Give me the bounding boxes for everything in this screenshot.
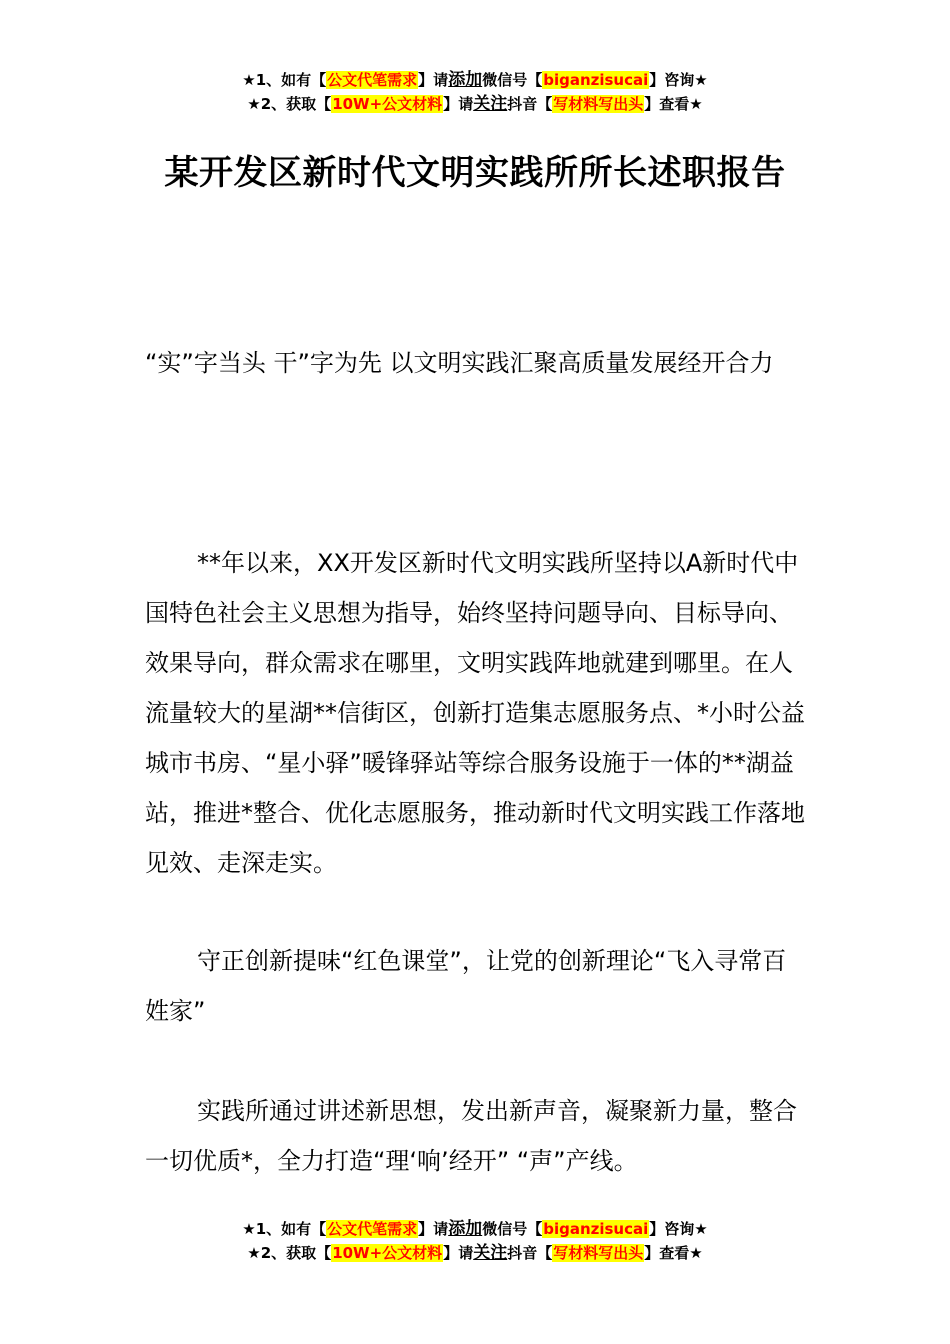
banner-highlight: 10W+公文材料 — [332, 95, 443, 113]
banner-text: ★2、获取【 — [247, 1244, 332, 1262]
banner-text: ★1、如有【 — [242, 1220, 327, 1238]
banner-highlight: 公文代笔需求 — [327, 1220, 418, 1238]
banner-line-1 — [0, 68, 950, 92]
banner-emphasis: 关注 — [473, 94, 508, 114]
banner-wechat-id: biganzisucai — [543, 71, 649, 89]
banner-text: ★1、如有【 — [242, 71, 327, 89]
banner-line-2 — [0, 92, 950, 116]
banner-highlight: 10W+公文材料 — [332, 1244, 443, 1262]
banner-wechat-id: biganzisucai — [543, 1220, 649, 1238]
banner-text: 】请 — [443, 1244, 474, 1262]
banner-emphasis: 添加 — [448, 1219, 483, 1239]
banner-text: ★2、获取【 — [247, 95, 332, 113]
banner-text: 】咨询★ — [649, 71, 708, 89]
body-paragraph-1: **年以来，XX开发区新时代文明实践所坚持以A新时代中国特色社会主义思想为指导，始终坚持问题导向、目标导向、效果导向，群众需求在哪里，文明实践阵地就建到哪里。在人流量较大的星湖**信街区，创新打造集志愿服务点、*小时公益城市书房、“星小驿”暖锋驿站等综合服务设施于一体的**湖益站，推进*整合、优化志愿服务，推动新时代文明实践工作落地见效、走深走实。 — [145, 549, 805, 877]
top-banner — [0, 68, 950, 116]
section-heading-1: 守正创新提味“红色课堂”，让党的创新理论“飞入寻常百姓家” — [145, 947, 787, 1025]
banner-douyin-id: 写材料写出头 — [553, 95, 644, 113]
bottom-banner — [0, 1217, 950, 1265]
banner-emphasis: 关注 — [473, 1243, 508, 1263]
banner-text: 】请 — [443, 95, 474, 113]
banner-line-1 — [0, 1217, 950, 1241]
banner-highlight: 公文代笔需求 — [327, 71, 418, 89]
banner-text: 抖音【 — [507, 95, 553, 113]
banner-emphasis: 添加 — [448, 70, 483, 90]
banner-text: 微信号【 — [482, 71, 543, 89]
banner-text: 】咨询★ — [649, 1220, 708, 1238]
banner-text: 】查看★ — [644, 1244, 703, 1262]
document-subtitle: “实”字当头 干”字为先 以文明实践汇聚高质量发展经开合力 — [145, 349, 774, 377]
banner-text: 】查看★ — [644, 95, 703, 113]
body-paragraph-2: 实践所通过讲述新思想，发出新声音，凝聚新力量，整合一切优质*，全力打造“理‘响’经开” “声”产线。 — [145, 1097, 797, 1175]
banner-douyin-id: 写材料写出头 — [553, 1244, 644, 1262]
banner-text: 】请 — [418, 71, 449, 89]
banner-line-2 — [0, 1241, 950, 1265]
banner-text: 微信号【 — [482, 1220, 543, 1238]
banner-text: 抖音【 — [507, 1244, 553, 1262]
banner-text: 】请 — [418, 1220, 449, 1238]
document-title: 某开发区新时代文明实践所所长述职报告 — [164, 153, 786, 193]
